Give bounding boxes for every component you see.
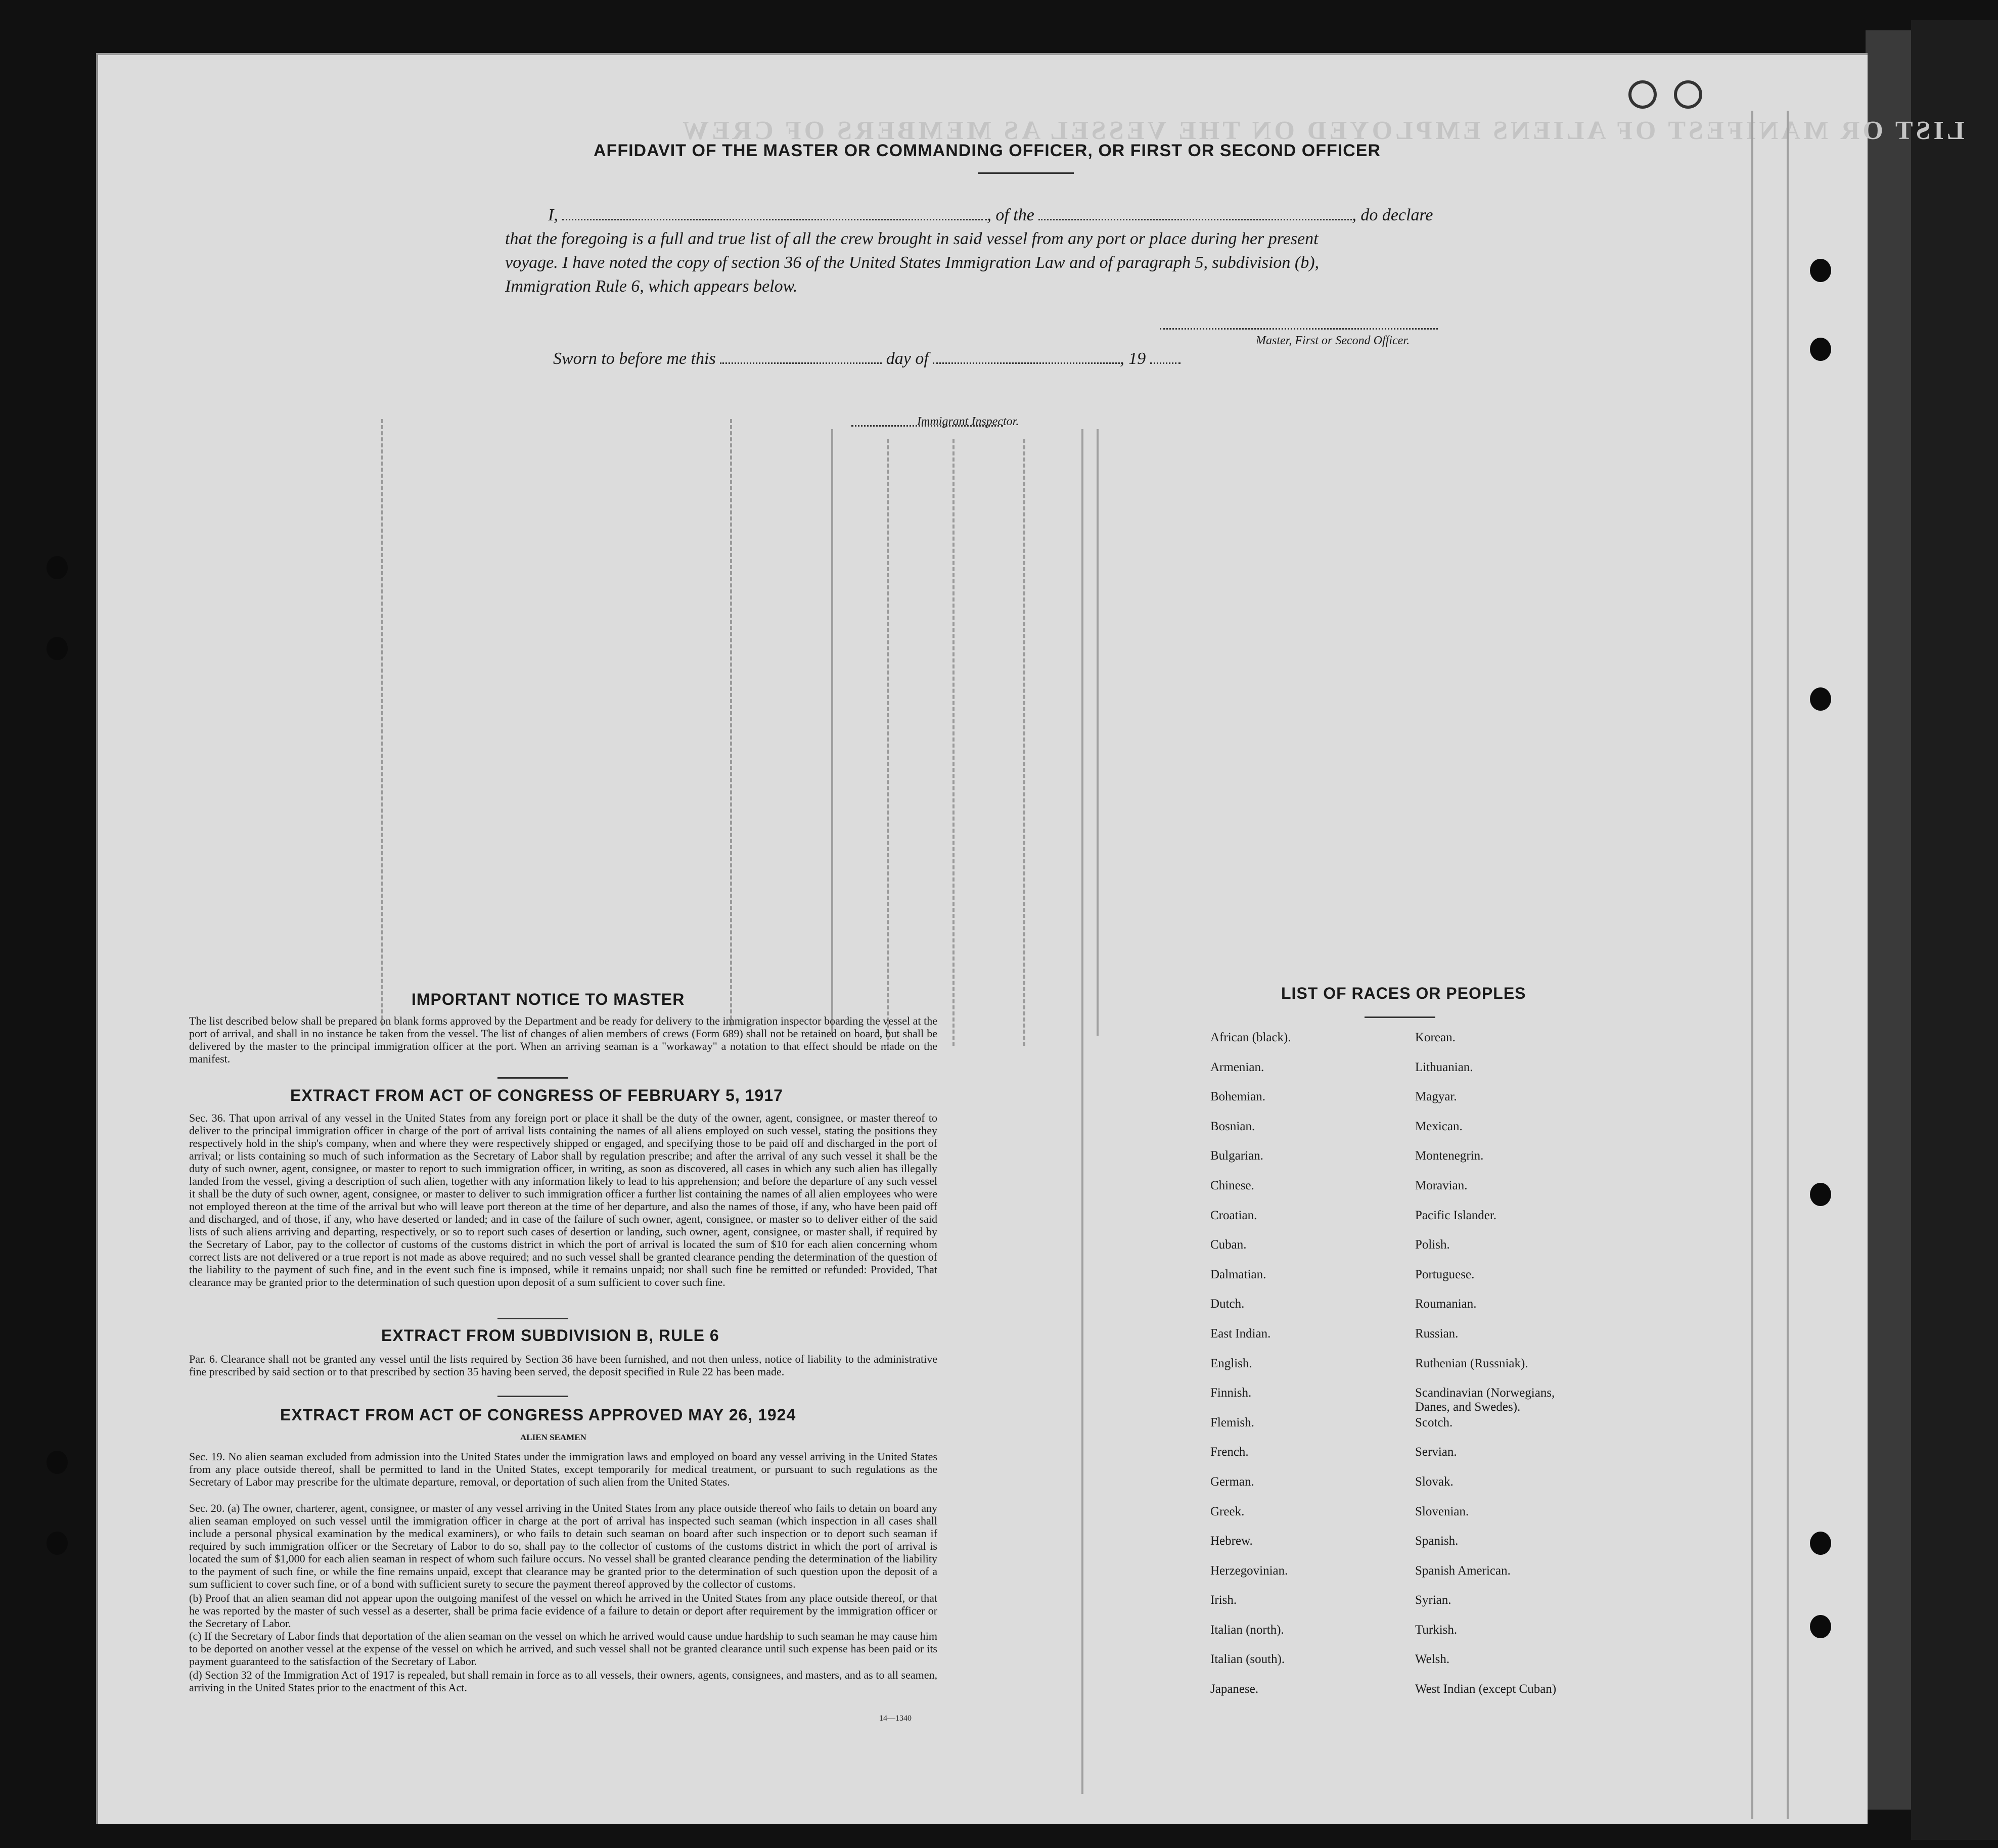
sworn-label: Sworn to before me this — [553, 349, 716, 368]
race-item: Hebrew. — [1210, 1534, 1253, 1548]
punch-hole — [1810, 1615, 1831, 1638]
signature-caption: Master, First or Second Officer. — [1256, 334, 1410, 347]
punch-hole — [47, 1532, 68, 1555]
race-item: Polish. — [1415, 1238, 1450, 1252]
race-item: Italian (south). — [1210, 1652, 1285, 1667]
year-label: , 19 — [1120, 349, 1146, 368]
race-item: Cuban. — [1210, 1238, 1247, 1252]
sworn-year-blank[interactable] — [1150, 362, 1180, 364]
race-item: German. — [1210, 1474, 1254, 1489]
bleed-through-header: LIST OR MANIFEST OF ALIENS EMPLOYED ON THE VESSEL AS MEMBERS OF CREW — [679, 116, 1965, 145]
alien-seamen-subtitle: ALIEN SEAMEN — [520, 1433, 586, 1442]
column-rule — [887, 439, 889, 1046]
races-left-column — [1210, 1031, 1402, 1712]
race-item: Korean. — [1415, 1031, 1456, 1044]
column-rule — [1097, 429, 1099, 1036]
extract-1924-title: EXTRACT FROM ACT OF CONGRESS APPROVED MAY 26, 1924 — [280, 1406, 796, 1424]
race-item: Mexican. — [1415, 1119, 1463, 1133]
race-item: Bulgarian. — [1210, 1149, 1263, 1163]
document-page — [96, 53, 1965, 1824]
column-rule — [831, 429, 833, 1036]
form-number: 14—1340 — [879, 1714, 912, 1723]
column-rule — [1023, 439, 1025, 1046]
title-underline — [978, 172, 1074, 174]
race-item: Scotch. — [1415, 1415, 1453, 1429]
races-right-column — [1415, 1031, 1627, 1712]
affidavit-line-4: Immigration Rule 6, which appears below. — [505, 277, 798, 296]
column-rule — [730, 419, 732, 1026]
column-rule — [1787, 111, 1789, 1819]
punch-hole — [1810, 1183, 1831, 1206]
race-item: Irish. — [1210, 1593, 1237, 1607]
race-item: Greek. — [1210, 1504, 1245, 1518]
race-item: Slovak. — [1415, 1474, 1454, 1489]
race-item: West Indian (except Cuban) — [1415, 1682, 1557, 1696]
day-of-label: day of — [886, 349, 929, 368]
race-item: Syrian. — [1415, 1593, 1451, 1607]
sec-20a: Sec. 20. (a) The owner, charterer, agent, consignee, or master of any vessel arriving in the United States from any place outside thereof who fails to detain on board any alien seaman employed on such vessel until the immigration officer in charge at the port of arrival has inspected such seaman (which inspection in all cases shall include a personal physical examination by the medical examiners), or who fails to detain such seaman on board after such inspection or to deport such seaman if required by such immigration officer or the Secretary of Labor to do so, shall pay to the collector of customs of the customs district in which the port of arrival is located the sum of $1,000 for each alien seaman in respect of whom such failure occurs. No vessel shall be granted clearance pending the determination of the liability to the payment of such fine, or while the fine remains unpaid, except that clearance may be granted prior to the determination of such question upon the deposit of a sum sufficient to cover such fine, or of a bond with sufficient surety to secure the payment thereof approved by the collector of customs. — [189, 1502, 937, 1590]
races-title: LIST OF RACES OR PEOPLES — [1281, 984, 1526, 1002]
section-divider — [497, 1318, 568, 1319]
affidavit-line-2: that the foregoing is a full and true list of all the crew brought in said vessel from any port or place during her present — [505, 229, 1319, 248]
punch-hole — [1810, 338, 1831, 361]
race-item: Slovenian. — [1415, 1504, 1469, 1518]
race-item: Bosnian. — [1210, 1119, 1255, 1133]
race-item: African (black). — [1210, 1031, 1291, 1044]
of-the-label: , of the — [987, 206, 1034, 224]
rear-page-edge — [1866, 30, 1911, 1810]
race-item: Portuguese. — [1415, 1267, 1475, 1281]
race-item: Italian (north). — [1210, 1623, 1284, 1637]
race-item: Montenegrin. — [1415, 1149, 1484, 1163]
affidavit-line-1 — [548, 206, 1433, 225]
race-item: Chinese. — [1210, 1178, 1254, 1192]
inspector-caption: Immigrant Inspector. — [917, 415, 1019, 428]
extract-rule6-body: Par. 6. Clearance shall not be granted any vessel until the lists required by Section 36 have been furnished, and not then unless, notice of liability to the administrative fine prescribed by said section or to that prescribed by section 35 having been served, the deposit specified in Rule 22 has been made. — [189, 1353, 937, 1378]
affidavit-line-3: voyage. I have noted the copy of section 36 of the United States Immigration Law and of paragraph 5, subdivision (b), — [505, 253, 1320, 272]
sworn-day-blank[interactable] — [720, 362, 882, 364]
column-rule — [1751, 111, 1753, 1819]
notice-title: IMPORTANT NOTICE TO MASTER — [412, 990, 685, 1008]
race-item: Spanish. — [1415, 1534, 1459, 1548]
punch-ring — [1674, 80, 1702, 109]
column-rule — [952, 439, 955, 1046]
punch-hole — [1810, 687, 1831, 711]
extract-1917-body: Sec. 36. That upon arrival of any vessel in the United States from any foreign port or place it shall be the duty of the owner, agent, consignee, or master thereof to deliver to the principal immigration officer in charge of the port of arrival lists containing the names of all aliens employed on such vessel, stating the positions they respectively hold in the ship's company, when and where they were respectively shipped or engaged, and specifying those to be paid off and discharged in the port of arrival; or lists containing so much of such information as the Secretary of Labor shall by regulation prescribe; and after the arrival of any such vessel it shall be the duty of such owner, agent, consignee, or master to report to such immigration officer, in writing, as soon as discovered, all cases in which any such alien has illegally landed from the vessel, giving a description of such alien, together with any information likely to lead to his apprehension; and before the departure of any such vessel it shall be the duty of such owner, agent, consignee, or master to deliver to such immigration officer a further list containing the names of all alien employees who were not employed thereon at the time of the arrival but who will leave port thereon at the time of her departure, and also the names of those, if any, who have been paid off and discharged, and of those, if any, who have deserted or landed; and in case of the failure of such owner, agent, consignee, or master so to deliver either of the said lists of such aliens arriving and departing, respectively, or so to report such cases of desertion or landing, such owner, agent, consignee, or master shall, if required by the Secretary of Labor, pay to the collector of customs of the customs district in which the port of arrival is located the sum of $10 for each alien concerning whom correct lists are not delivered or a true report is not made as above required; and no such vessel shall be granted clearance pending the determination of the question of the liability to the payment of such fine, and in the event such fine is imposed, while it remains unpaid; nor shall such fine be remitted or refunded: Provided, That clearance may be granted prior to the determination of such question upon deposit of a sum sufficient to cover such fine. — [189, 1112, 937, 1288]
race-item: Spanish American. — [1415, 1563, 1511, 1578]
race-item: French. — [1210, 1445, 1249, 1459]
column-rule — [1081, 429, 1083, 1794]
race-item: Finnish. — [1210, 1386, 1252, 1400]
section-divider — [497, 1077, 568, 1079]
sec-20d: (d) Section 32 of the Immigration Act of 1917 is repealed, but shall remain in force as to all vessels, their owners, agents, consignees, and masters, and as to all seamen, arriving in the United States prior to the enactment of this Act. — [189, 1669, 937, 1694]
affidavit-title: AFFIDAVIT OF THE MASTER OR COMMANDING OFFICER, OR FIRST OR SECOND OFFICER — [594, 141, 1381, 160]
race-item: Ruthenian (Russniak). — [1415, 1356, 1528, 1370]
race-item: Bohemian. — [1210, 1090, 1266, 1104]
punch-hole — [1810, 1532, 1831, 1555]
notice-body: The list described below shall be prepared on blank forms approved by the Department and be ready for delivery to the immigration inspector boarding the vessel at the port of arrival, and shall in no instance be taken from the vessel. The list of changes of alien members of crews (Form 689) shall not be retained on board, but shall be delivered by the master to the principal immigration officer at the port. When an arriving seaman is a "workaway" a notation to that effect should be made on the manifest. — [189, 1014, 937, 1065]
sworn-month-blank[interactable] — [933, 362, 1120, 364]
punch-hole — [47, 556, 68, 579]
race-item: Welsh. — [1415, 1652, 1450, 1667]
race-item: Dutch. — [1210, 1297, 1245, 1311]
race-item: Armenian. — [1210, 1060, 1264, 1074]
race-item: Turkish. — [1415, 1623, 1458, 1637]
race-item: Lithuanian. — [1415, 1060, 1473, 1074]
race-item: Herzegovinian. — [1210, 1563, 1288, 1578]
extract-1917-title: EXTRACT FROM ACT OF CONGRESS OF FEBRUARY 5, 1917 — [290, 1086, 783, 1104]
race-item: Servian. — [1415, 1445, 1457, 1459]
race-item: Russian. — [1415, 1326, 1459, 1341]
i-label: I, — [548, 206, 558, 224]
race-item: Pacific Islander. — [1415, 1208, 1497, 1222]
races-underline — [1365, 1017, 1435, 1018]
declare-label: , do declare — [1352, 206, 1433, 224]
race-item: Scandinavian (Norwegians, Danes, and Swedes). — [1415, 1386, 1555, 1414]
vessel-blank[interactable] — [1038, 219, 1352, 220]
signature-line — [1160, 328, 1438, 330]
punch-ring — [1628, 80, 1657, 109]
binding-edge — [1911, 20, 1998, 1840]
race-item: Croatian. — [1210, 1208, 1257, 1222]
punch-hole — [47, 637, 68, 660]
sec-20b: (b) Proof that an alien seaman did not appear upon the outgoing manifest of the vessel on which he arrived in the United States from any place outside thereof, or that he was reported by the master of such vessel as a deserter, shall be prima facie evidence of a failure to detain or deport after requirement by the immigration officer or the Secretary of Labor. — [189, 1592, 937, 1630]
section-divider — [497, 1396, 568, 1397]
sec-20c: (c) If the Secretary of Labor finds that deportation of the alien seaman on the vessel on which he arrived would cause undue hardship to such seaman he may cause him to be deported on another vessel at the expense of the vessel on which he arrived, and such vessel shall not be granted clearance until such expense has been paid or its payment guaranteed to the satisfaction of the Secretary of Labor. — [189, 1630, 937, 1668]
race-item: Dalmatian. — [1210, 1267, 1266, 1281]
punch-hole — [1810, 259, 1831, 282]
race-item: Japanese. — [1210, 1682, 1259, 1696]
sec-19: Sec. 19. No alien seaman excluded from admission into the United States under the immigration laws and employed on board any vessel arriving in the United States from any place outside thereof, shall be permitted to land in the United States, except temporarily for medical treatment, or pursuant to such regulations as the Secretary of Labor may prescribe for the ultimate departure, removal, or deportation of such alien from the United States. — [189, 1450, 937, 1488]
column-rule — [381, 419, 383, 1026]
race-item: East Indian. — [1210, 1326, 1271, 1341]
race-item: Magyar. — [1415, 1090, 1457, 1104]
extract-rule6-title: EXTRACT FROM SUBDIVISION B, RULE 6 — [381, 1326, 719, 1345]
sworn-line — [553, 349, 1180, 368]
punch-hole — [47, 1451, 68, 1474]
race-item: Roumanian. — [1415, 1297, 1477, 1311]
name-blank[interactable] — [562, 219, 987, 220]
race-item: Moravian. — [1415, 1178, 1468, 1192]
race-item: English. — [1210, 1356, 1252, 1370]
race-item: Flemish. — [1210, 1415, 1254, 1429]
